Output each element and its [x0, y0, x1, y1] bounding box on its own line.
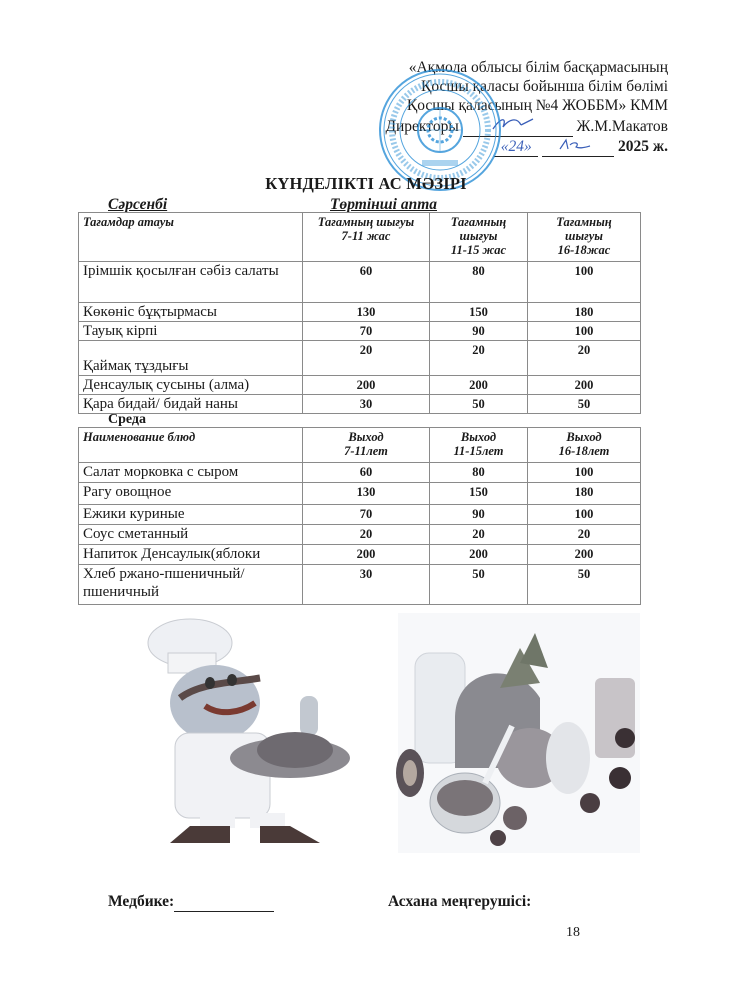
table-row [79, 341, 641, 376]
dish-output-7-11: 30 [303, 395, 430, 414]
dish-output-16-18: 20 [528, 525, 641, 545]
nurse-signature [108, 893, 274, 912]
dish-name: Ежики куриные [79, 505, 303, 525]
dish-output-7-11: 130 [303, 483, 430, 505]
table-row [79, 262, 641, 303]
dish-output-16-18: 100 [528, 322, 641, 341]
dish-name: Напиток Денсаулык(яблоки [79, 545, 303, 565]
table-row [79, 525, 641, 545]
dish-output-11-15: 80 [430, 463, 528, 483]
dish-output-16-18: 50 [528, 565, 641, 605]
table-row [79, 565, 641, 605]
table-row [79, 395, 641, 414]
dish-output-11-15: 90 [430, 322, 528, 341]
food-photo [396, 613, 640, 853]
dish-output-11-15: 200 [430, 545, 528, 565]
dish-name: Хлеб ржано-пшеничный/ пшеничный [79, 565, 303, 605]
dish-name: Көкөніс бұқтырмасы [79, 303, 303, 322]
table-row [79, 303, 641, 322]
nurse-label: Медбике: [108, 893, 175, 910]
dish-output-16-18: 50 [528, 395, 641, 414]
dish-name: Салат морковка с сыром [79, 463, 303, 483]
date-year: 2025 ж. [618, 138, 668, 155]
dish-name: Қаймақ тұздығы [79, 341, 303, 376]
table-row [79, 505, 641, 525]
header-output-11-15: Выход 11-15лет [430, 428, 528, 463]
dish-name: Рагу овощное [79, 483, 303, 505]
dish-output-16-18: 180 [528, 483, 641, 505]
dish-output-16-18: 100 [528, 505, 641, 525]
dish-name: Қара бидай/ бидай наны [79, 395, 303, 414]
approval-line-1: «Ақмола облысы білім басқармасының [408, 59, 668, 76]
header-output-16-18: Выход 16-18лет [528, 428, 641, 463]
nurse-signature-line [174, 893, 274, 912]
dish-name: Соус сметанный [79, 525, 303, 545]
dish-output-11-15: 200 [430, 376, 528, 395]
approval-line-3: Қосшы қаласының №4 ЖОББМ» КММ [406, 97, 668, 114]
table-row [79, 463, 641, 483]
header-output-7-11: Выход 7-11лет [303, 428, 430, 463]
dish-output-7-11: 60 [303, 463, 430, 483]
header-output-16-18: Тағамның шығуы 16-18жас [528, 213, 641, 262]
dish-name: Денсаулық сусыны (алма) [79, 376, 303, 395]
menu-table-ru [78, 427, 641, 605]
dish-output-16-18: 20 [528, 341, 641, 376]
dish-output-11-15: 20 [430, 341, 528, 376]
dish-name: Ірімшік қосылған сәбіз салаты [79, 262, 303, 303]
dish-name: Тауық кірпі [79, 322, 303, 341]
table-row [79, 483, 641, 505]
page-title: КҮНДЕЛІКТІ АС МӘЗІРІ [265, 174, 467, 193]
page-number: 18 [566, 925, 580, 940]
day-label-kz: Сәрсенбі [108, 196, 168, 213]
director-label: Директоры [385, 118, 459, 135]
dish-output-16-18: 200 [528, 376, 641, 395]
table-row [79, 322, 641, 341]
menu-table-kz [78, 212, 641, 414]
dish-output-7-11: 70 [303, 322, 430, 341]
table-row [79, 376, 641, 395]
dish-output-7-11: 130 [303, 303, 430, 322]
week-label: Төртінші апта [330, 196, 438, 213]
date-month-field [542, 137, 614, 157]
approval-line-2: Қосшы қаласы бойынша білім бөлімі [421, 78, 668, 95]
dish-output-16-18: 180 [528, 303, 641, 322]
chef-illustration [148, 619, 350, 843]
dish-output-11-15: 150 [430, 483, 528, 505]
date-day: «24» [494, 137, 538, 157]
dish-output-7-11: 200 [303, 376, 430, 395]
dish-output-11-15: 90 [430, 505, 528, 525]
table-header-row [79, 428, 641, 463]
director-name: Ж.М.Макатов [576, 118, 668, 135]
day-label-ru: Среда [108, 412, 147, 427]
dish-output-11-15: 80 [430, 262, 528, 303]
header-output-7-11: Тағамның шығуы 7-11 жас [303, 213, 430, 262]
dish-output-7-11: 200 [303, 545, 430, 565]
dish-output-11-15: 50 [430, 395, 528, 414]
dish-output-7-11: 20 [303, 341, 430, 376]
dish-output-7-11: 20 [303, 525, 430, 545]
kitchen-manager-label: Асхана меңгерушісі: [388, 893, 532, 910]
dish-output-11-15: 150 [430, 303, 528, 322]
illustrations [120, 608, 640, 858]
dish-output-7-11: 70 [303, 505, 430, 525]
header-dish-name: Тағамдар атауы [79, 213, 303, 262]
dish-output-11-15: 50 [430, 565, 528, 605]
dish-output-16-18: 100 [528, 262, 641, 303]
table-header-row [79, 213, 641, 262]
table-row [79, 545, 641, 565]
dish-output-16-18: 100 [528, 463, 641, 483]
dish-output-7-11: 60 [303, 262, 430, 303]
dish-output-16-18: 200 [528, 545, 641, 565]
header-dish-name: Наименование блюд [79, 428, 303, 463]
handwritten-month-icon [542, 137, 614, 151]
dish-output-11-15: 20 [430, 525, 528, 545]
dish-output-7-11: 30 [303, 565, 430, 605]
header-output-11-15: Тағамның шығуы 11-15 жас [430, 213, 528, 262]
